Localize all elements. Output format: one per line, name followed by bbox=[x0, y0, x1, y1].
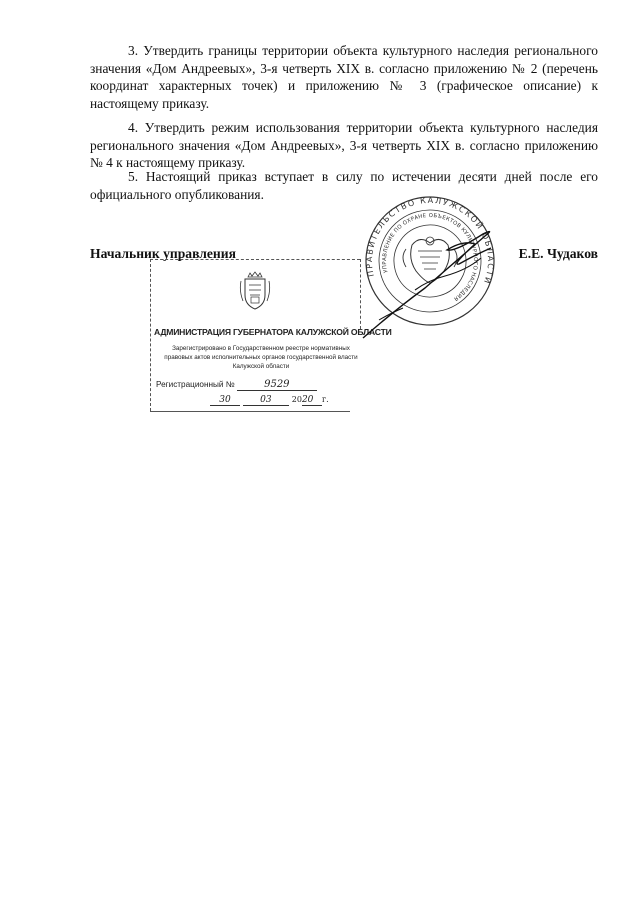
registration-number-row bbox=[156, 379, 317, 391]
signatory-name: Е.Е. Чудаков bbox=[518, 246, 598, 261]
paragraph-5-number: 5. bbox=[128, 169, 139, 184]
stamp-line-1: Зарегистрировано в Государственном реестре нормативных bbox=[172, 345, 350, 352]
registration-number-value: 9529 bbox=[237, 379, 317, 391]
paragraph-3 bbox=[90, 42, 598, 112]
stamp-line-3: Калужской области bbox=[232, 363, 290, 370]
registration-stamp bbox=[150, 259, 392, 417]
stamp-line-2: правовых актов исполнительных органов государственной власти bbox=[164, 354, 358, 361]
paragraph-3-text: Утвердить границы территории объекта культурного наследия регионального значения «Дом Андреевых», 3-я четверть XIX в. согласно приложению № 2 (перечень координат характерных точек) и приложению № 3 (графическое описание) к настоящему приказу. bbox=[90, 43, 598, 111]
paragraph-3-number: 3. bbox=[128, 43, 139, 58]
stamp-frame-left bbox=[150, 259, 152, 411]
handwritten-signature bbox=[355, 210, 505, 350]
registration-number-label: Регистрационный № bbox=[156, 380, 235, 389]
registration-date-year-prefix: 20 bbox=[291, 395, 302, 404]
stamp-title: АДМИНИСТРАЦИЯ ГУБЕРНАТОРА КАЛУЖСКОЙ ОБЛАСТИ bbox=[154, 327, 392, 337]
registration-date-month: 03 bbox=[243, 395, 289, 406]
paragraph-4-text: Утвердить режим использования территории объекта культурного наследия регионального значения «Дом Андреевых», 3-я четверть XIX в. согласно приложению № 4 к настоящему приказу. bbox=[90, 120, 598, 171]
paragraph-5 bbox=[90, 168, 598, 203]
stamp-frame-bottom bbox=[150, 411, 350, 412]
stamp-frame-top bbox=[150, 259, 360, 261]
registration-date-day: 30 bbox=[210, 395, 240, 406]
signatory-position: Начальник управления bbox=[90, 246, 236, 261]
seal-outer-text: ПРАВИТЕЛЬСТВО КАЛУЖСКОЙ ОБЛАСТИ bbox=[364, 195, 496, 287]
paragraph-5-text: Настоящий приказ вступает в силу по истечении десяти дней после его официального опубликования. bbox=[90, 169, 598, 202]
paragraph-4 bbox=[90, 119, 598, 172]
paragraph-4-number: 4. bbox=[128, 120, 139, 135]
registration-date-row bbox=[210, 395, 329, 406]
registration-date-year-end: г. bbox=[321, 395, 329, 404]
seal-inner-text: УПРАВЛЕНИЕ ПО ОХРАНЕ ОБЪЕКТОВ КУЛЬТУРНОГО НАСЛЕДИЯ bbox=[381, 212, 479, 302]
registration-date-year-suffix: 20 bbox=[302, 395, 322, 406]
kaluga-coat-of-arms-icon bbox=[238, 271, 272, 311]
